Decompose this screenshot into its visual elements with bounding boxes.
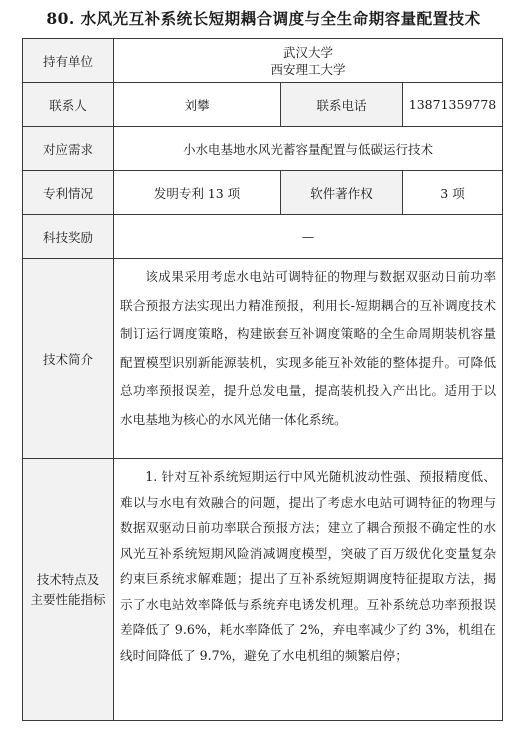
award-value: — (114, 215, 503, 259)
row-holder (23, 39, 503, 83)
software-label: 软件著作权 (281, 171, 403, 215)
row-patent (23, 171, 503, 215)
features-label-line-1: 技术特点及 (36, 571, 100, 587)
demand-value: 小水电基地水风光蓄容量配置与低碳运行技术 (114, 127, 503, 171)
intro-text: 该成果采用考虑水电站可调特征的物理与数据双驱动日前功率联合预报方法实现出力精准预报，利用长-短期耦合的互补调度技术制订运行调度策略，构建嵌套互补调度策略的全生命周期装机容量配置模型识别新能源装机，实现多能互补效能的整体提升。可降低总功率预报误差，提升总发电量，提高装机投入产出比。适用于以水电基地为核心的水风光储一体化系统。 (114, 259, 503, 459)
holder-value-2: 西安理工大学 (270, 61, 346, 77)
row-features (23, 459, 503, 721)
holder-label: 持有单位 (23, 39, 114, 83)
contact-label: 联系人 (23, 83, 114, 127)
patent-value: 发明专利 13 项 (114, 171, 281, 215)
holder-value (114, 39, 503, 83)
page-title: 80. 水风光互补系统长短期耦合调度与全生命期容量配置技术 (46, 9, 481, 28)
patent-label: 专利情况 (23, 171, 114, 215)
row-award (23, 215, 503, 259)
intro-label: 技术简介 (23, 259, 114, 459)
phone-value: 13871359778 (403, 83, 503, 127)
features-text: 1. 针对互补系统短期运行中风光随机波动性强、预报精度低、难以与水电有效融合的问题，提出了考虑水电站可调特征的物理与数据双驱动日前功率联合预报方法；建立了耦合预报不确定性的水风光互补系统短期风险消减调度模型，突破了百万级优化变量复杂约束巨系统求解难题；提出了互补系统短期调度特征提取方法，揭示了水电站效率降低与系统弃电诱发机理。互补系统总功率预报误差降低了 9.6%，耗水率降低了 2%，弃电率减少了约 3%，机组在线时间降低了 9.7%，避免了水电机组的频繁启停； (114, 459, 503, 721)
holder-value-1: 武汉大学 (283, 44, 334, 60)
row-demand (23, 127, 503, 171)
features-label-line-2: 主要性能指标 (30, 591, 106, 607)
software-value: 3 项 (403, 171, 503, 215)
contact-value: 刘攀 (114, 83, 281, 127)
row-intro (23, 259, 503, 459)
row-contact (23, 83, 503, 127)
info-table (22, 38, 503, 721)
award-label: 科技奖励 (23, 215, 114, 259)
demand-label: 对应需求 (23, 127, 114, 171)
features-label (23, 459, 114, 721)
phone-label: 联系电话 (281, 83, 403, 127)
